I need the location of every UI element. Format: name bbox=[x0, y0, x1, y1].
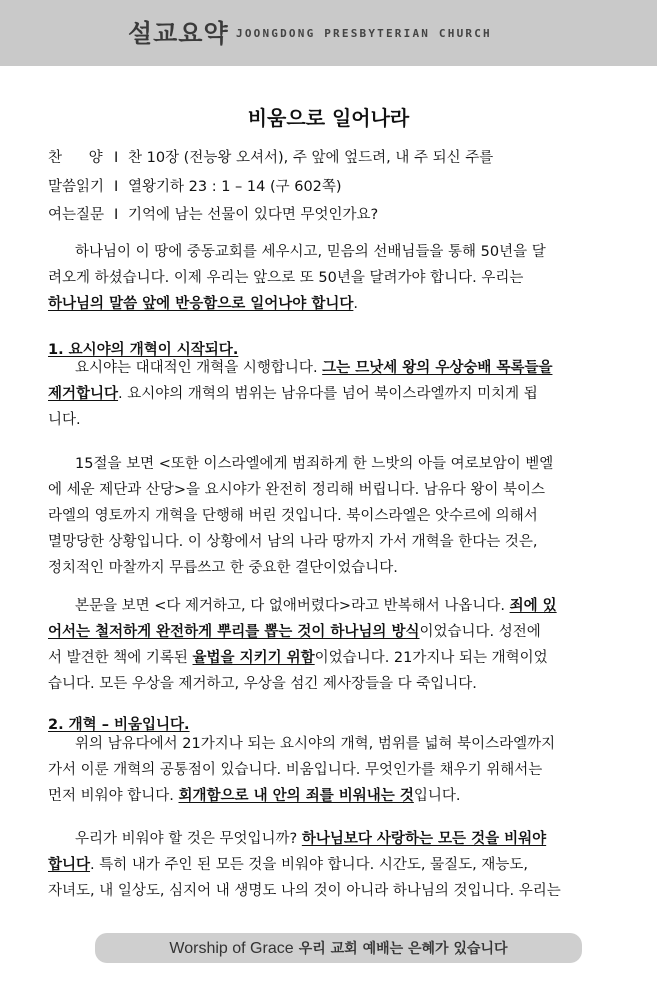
info-label: 말씀읽기 bbox=[48, 179, 105, 195]
info-label: 여는질문 bbox=[48, 207, 105, 223]
info-row-hymn bbox=[48, 146, 493, 167]
info-value: 찬 10장 (전능왕 오셔서), 주 앞에 엎드려, 내 주 되신 주를 bbox=[128, 150, 494, 166]
text-fragment: 이었습니다. 성전에 bbox=[419, 624, 541, 640]
info-separator: I bbox=[114, 207, 119, 223]
text-line: 하나님이 이 땅에 중동교회를 세우시고, 믿음의 선배님들을 통해 50년을 달 bbox=[75, 244, 546, 260]
text-fragment: 요시야는 대대적인 개혁을 시행합니다. bbox=[75, 360, 323, 376]
text-fragment: 이었습니다. 21가지나 되는 개혁이었 bbox=[314, 650, 548, 666]
section-heading-2: 2. 개혁 – 비움입니다. bbox=[48, 717, 190, 733]
text-fragment: 먼저 비워야 합니다. bbox=[48, 788, 179, 804]
emphasis-text: 하나님의 말씀 앞에 반응함으로 일어나야 합니다 bbox=[48, 296, 354, 312]
text-line: 라엘의 영토까지 개혁을 단행해 버린 것입니다. 북이스라엘은 앗수르에 의해서 bbox=[48, 508, 538, 524]
emphasis-text: 율법을 지키기 위함 bbox=[192, 650, 315, 666]
text-line: 가서 이룬 개혁의 공통점이 있습니다. 비움입니다. 무엇인가를 채우기 위해서는 bbox=[48, 762, 543, 778]
text-line: 정치적인 마찰까지 무릅쓰고 한 중요한 결단이었습니다. bbox=[48, 560, 398, 576]
text-line: 습니다. 모든 우상을 제거하고, 우상을 섬긴 제사장들을 다 죽입니다. bbox=[48, 676, 477, 692]
emphasis-text: 제거합니다 bbox=[48, 386, 119, 402]
header-title: 설교요약 bbox=[128, 19, 229, 48]
text-line: 자녀도, 내 일상도, 심지어 내 생명도 나의 것이 아니라 하나님의 것입니다. 우리는 bbox=[48, 883, 561, 899]
text-line bbox=[48, 619, 616, 645]
text-line bbox=[48, 355, 616, 381]
section2-paragraph-1 bbox=[48, 731, 616, 809]
text-line: 니다. bbox=[48, 412, 81, 428]
info-value: 기억에 남는 선물이 있다면 무엇인가요? bbox=[128, 207, 379, 223]
emphasis-text: 하나님보다 사랑하는 모든 것을 비워야 bbox=[301, 831, 547, 847]
section1-paragraph-1 bbox=[48, 355, 616, 433]
text-fragment: 본문을 보면 <다 제거하고, 다 없애버렸다>라고 반복해서 나옵니다. bbox=[75, 598, 510, 614]
footer-english: Worship of Grace bbox=[169, 940, 294, 957]
text-line bbox=[48, 783, 616, 809]
info-separator: I bbox=[114, 179, 119, 195]
emphasis-text: 죄에 있 bbox=[509, 598, 557, 614]
info-row-reading bbox=[48, 175, 342, 196]
text-fragment: . 특히 내가 주인 된 모든 것을 비워야 합니다. 시간도, 물질도, 재능도, bbox=[90, 857, 528, 873]
header-bar bbox=[0, 0, 657, 66]
text-line: 에 세운 제단과 산당>을 요시야가 완전히 정리해 버립니다. 남유다 왕이 북이스 bbox=[48, 482, 546, 498]
emphasis-text: 회개함으로 내 안의 죄를 비워내는 것 bbox=[178, 788, 414, 804]
section1-paragraph-2 bbox=[48, 451, 616, 581]
text-fragment: 입니다. bbox=[413, 788, 461, 804]
text-line bbox=[48, 826, 616, 852]
text-fragment: 서 발견한 책에 기록된 bbox=[48, 650, 193, 666]
intro-paragraph bbox=[48, 239, 616, 317]
emphasis-text: 어서는 철저하게 완전하게 뿌리를 뽑는 것이 하나님의 방식 bbox=[48, 624, 420, 640]
section1-paragraph-3 bbox=[48, 593, 616, 697]
text-fragment: . 요시야의 개혁의 범위는 남유다를 넘어 북이스라엘까지 미치게 됩 bbox=[118, 386, 538, 402]
emphasis-text: 그는 므낫세 왕의 우상숭배 목록들을 bbox=[322, 360, 553, 376]
section-heading-1: 1. 요시야의 개혁이 시작되다. bbox=[48, 342, 239, 358]
text-line bbox=[48, 645, 616, 671]
info-separator: I bbox=[114, 150, 119, 166]
info-row-question bbox=[48, 203, 378, 224]
text-line: 15절을 보면 <또한 이스라엘에게 범죄하게 한 느밧의 아들 여로보암이 벧엘 bbox=[75, 456, 554, 472]
text-line bbox=[48, 593, 616, 619]
text-line bbox=[48, 852, 616, 878]
text-line: 멸망당한 상황입니다. 이 상황에서 남의 나라 땅까지 가서 개혁을 한다는 것은, bbox=[48, 534, 538, 550]
text-fragment: 우리가 비워야 할 것은 무엇입니까? bbox=[75, 831, 302, 847]
church-name: JOONGDONG PRESBYTERIAN CHURCH bbox=[236, 27, 492, 40]
info-value: 열왕기하 23 : 1 – 14 (구 602쪽) bbox=[128, 179, 342, 195]
emphasis-text: 합니다 bbox=[48, 857, 91, 873]
sermon-title: 비움으로 일어나라 bbox=[247, 106, 410, 130]
section2-paragraph-2 bbox=[48, 826, 616, 904]
text-line bbox=[48, 291, 616, 317]
footer-banner bbox=[95, 933, 582, 963]
text-fragment: . bbox=[353, 296, 358, 312]
text-line: 위의 남유다에서 21가지나 되는 요시야의 개혁, 범위를 넓혀 북이스라엘까지 bbox=[75, 736, 556, 752]
text-line bbox=[48, 381, 616, 407]
info-label: 찬 양 bbox=[48, 150, 103, 166]
footer-korean: 우리 교회 예배는 은혜가 있습니다 bbox=[298, 941, 508, 957]
text-line: 려오게 하셨습니다. 이제 우리는 앞으로 또 50년을 달려가야 합니다. 우리는 bbox=[48, 270, 524, 286]
